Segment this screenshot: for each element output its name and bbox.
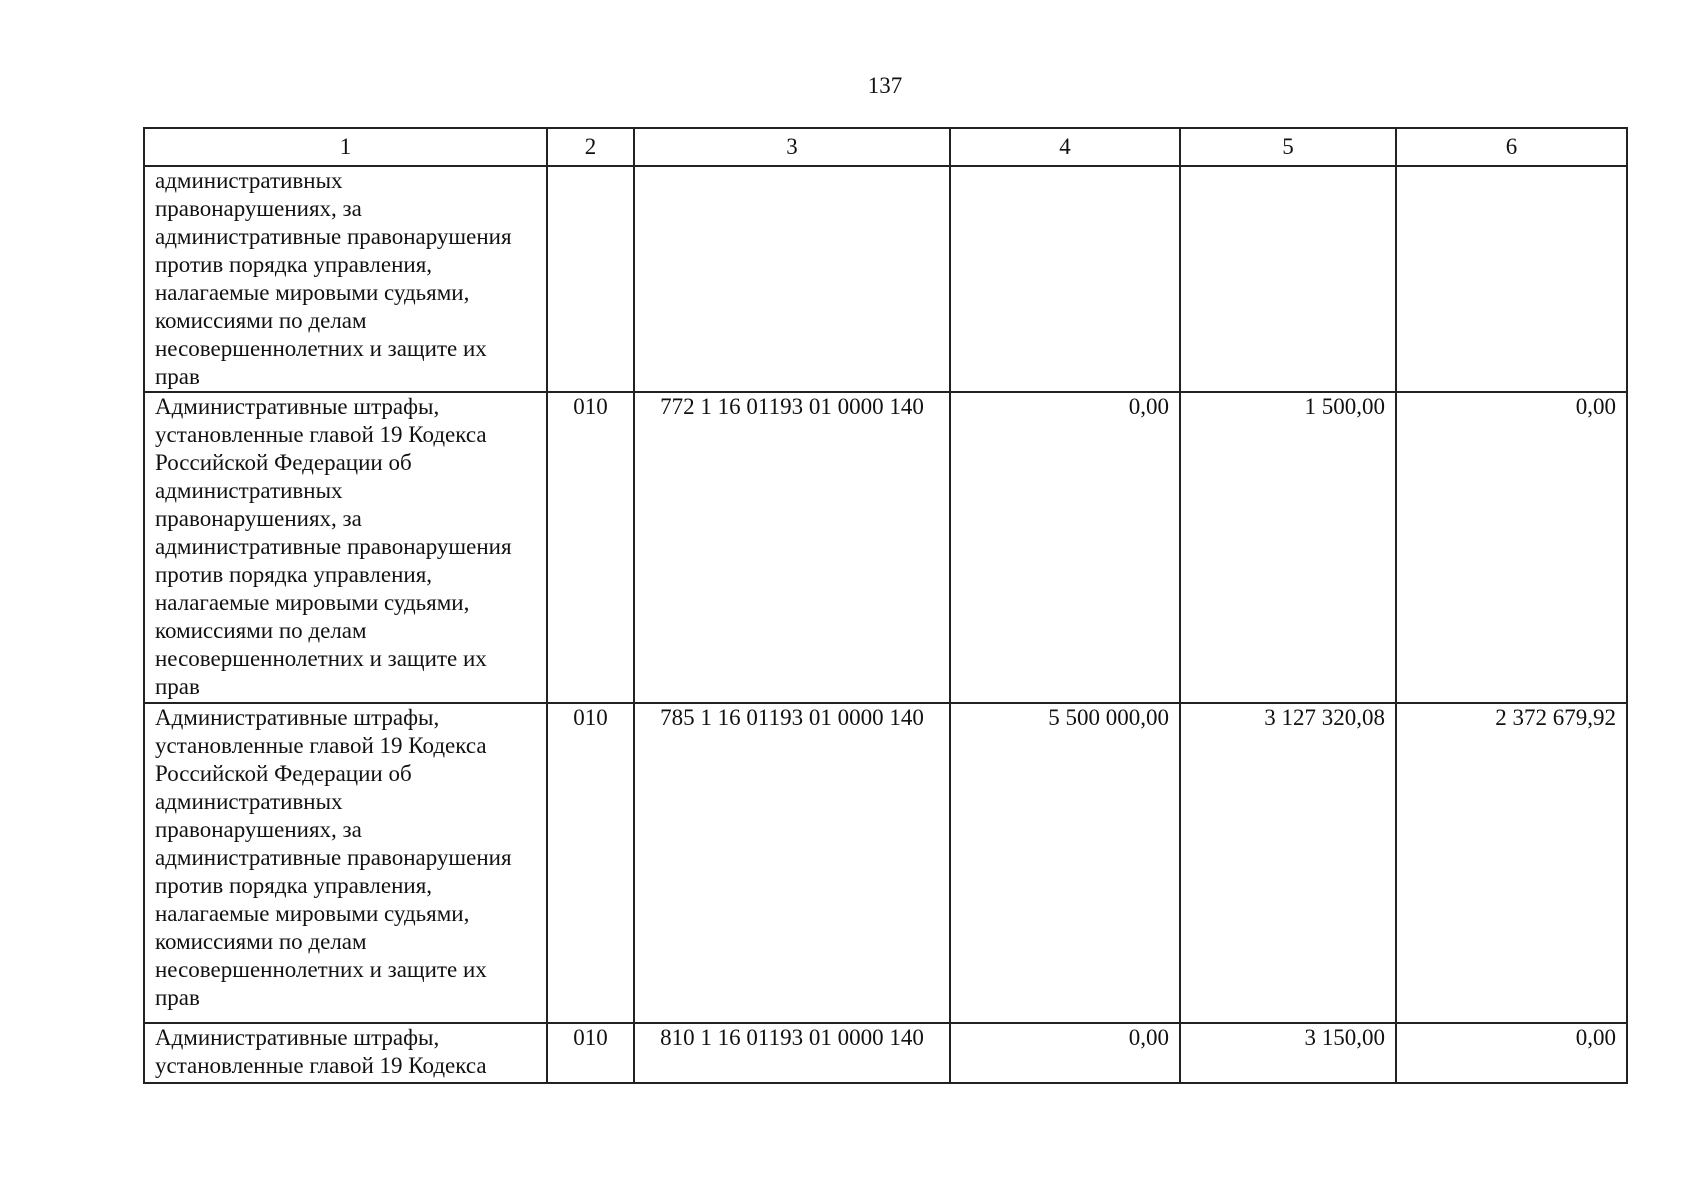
page-number: 137 bbox=[867, 73, 903, 98]
column-header-3: 3 bbox=[634, 128, 950, 166]
row-line-code-cell: 010 bbox=[547, 703, 634, 1023]
row-line-code-cell bbox=[547, 166, 634, 392]
table-header-row bbox=[144, 128, 1627, 166]
row-name-cell bbox=[144, 1023, 547, 1083]
column-header-5: 5 bbox=[1180, 128, 1396, 166]
row-col6-cell: 0,00 bbox=[1396, 1023, 1627, 1083]
table-row bbox=[144, 392, 1627, 703]
column-header-1: 1 bbox=[144, 128, 547, 166]
row-name-text: Административные штрафы, установленные главой 19 Кодекса Российской Федерации об административных правонарушениях, за административные правонарушения против порядка управления, налагаемые мировыми судьями, комиссиями по делам несовершеннолетних и защите их прав bbox=[155, 705, 512, 1010]
row-col6-cell: 0,00 bbox=[1396, 392, 1627, 703]
row-line-code-cell: 010 bbox=[547, 1023, 634, 1083]
row-col4-cell: 0,00 bbox=[950, 392, 1180, 703]
row-col5-cell bbox=[1180, 166, 1396, 392]
column-header-6: 6 bbox=[1396, 128, 1627, 166]
row-line-code-cell: 010 bbox=[547, 392, 634, 703]
row-budget-code-cell: 810 1 16 01193 01 0000 140 bbox=[634, 1023, 950, 1083]
row-budget-code-cell: 785 1 16 01193 01 0000 140 bbox=[634, 703, 950, 1023]
row-name-text: Административные штрафы, установленные главой 19 Кодекса bbox=[155, 1025, 487, 1078]
column-header-4: 4 bbox=[950, 128, 1180, 166]
row-budget-code-cell: 772 1 16 01193 01 0000 140 bbox=[634, 392, 950, 703]
table-row bbox=[144, 1023, 1627, 1083]
column-header-2: 2 bbox=[547, 128, 634, 166]
table-row bbox=[144, 166, 1627, 392]
row-col5-cell: 1 500,00 bbox=[1180, 392, 1396, 703]
row-col5-cell: 3 150,00 bbox=[1180, 1023, 1396, 1083]
row-col4-cell bbox=[950, 166, 1180, 392]
row-col4-cell: 0,00 bbox=[950, 1023, 1180, 1083]
row-col4-cell: 5 500 000,00 bbox=[950, 703, 1180, 1023]
row-name-text: Административные штрафы, установленные главой 19 Кодекса Российской Федерации об административных правонарушениях, за административные правонарушения против порядка управления, налагаемые мировыми судьями, комиссиями по делам несовершеннолетних и защите их прав bbox=[155, 394, 512, 699]
row-col6-cell bbox=[1396, 166, 1627, 392]
row-budget-code-cell bbox=[634, 166, 950, 392]
row-name-cell bbox=[144, 392, 547, 703]
revenue-table bbox=[143, 127, 1628, 1084]
row-name-cell bbox=[144, 703, 547, 1023]
table-row bbox=[144, 703, 1627, 1023]
row-name-cell bbox=[144, 166, 547, 392]
row-col6-cell: 2 372 679,92 bbox=[1396, 703, 1627, 1023]
row-col5-cell: 3 127 320,08 bbox=[1180, 703, 1396, 1023]
row-name-text: административных правонарушениях, за административные правонарушения против порядка управления, налагаемые мировыми судьями, комиссиями по делам несовершеннолетних и защите их прав bbox=[155, 168, 512, 389]
